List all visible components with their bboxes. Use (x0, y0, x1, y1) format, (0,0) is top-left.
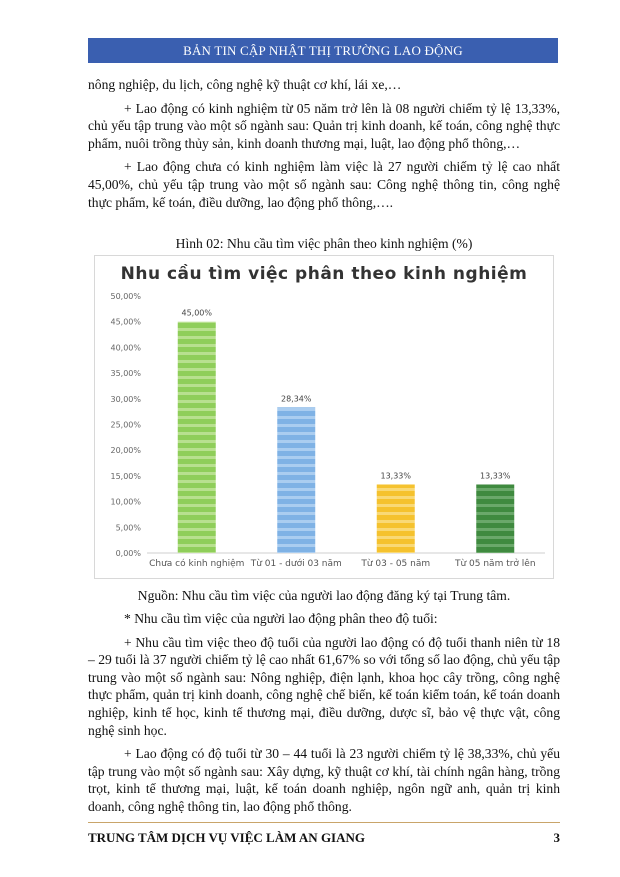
category-label: Từ 03 - 05 năm (361, 559, 431, 569)
data-label: 45,00% (181, 308, 213, 318)
y-tick-label: 10,00% (110, 497, 141, 507)
bar (277, 407, 315, 553)
chart (94, 255, 554, 579)
y-tick-label: 45,00% (110, 317, 141, 327)
y-tick-label: 15,00% (110, 471, 141, 481)
paragraphs-bottom (88, 610, 560, 816)
paragraphs-top (88, 76, 560, 211)
paragraph: + Lao động có kinh nghiệm từ 05 năm trở lên là 08 người chiếm tỷ lệ 13,33%, chủ yếu tập trung vào một số ngành sau: Quản trị kinh doanh, kế toán, công nghệ thực phẩm, nuôi trồng thủy sản, kinh doanh thương mại, luật, lao động phổ thông,… (88, 100, 560, 151)
bar (476, 484, 514, 553)
bar (377, 484, 415, 553)
category-label: Từ 01 - dưới 03 năm (250, 559, 342, 569)
category-label: Từ 05 năm trở lên (454, 559, 536, 569)
section-heading: * Nhu cầu tìm việc của người lao động phân theo độ tuổi: (124, 611, 438, 626)
chart-title: Nhu cầu tìm việc phân theo kinh nghiệm (120, 264, 528, 284)
paragraph: nông nghiệp, du lịch, công nghệ kỹ thuật cơ khí, lái xe,… (88, 77, 402, 92)
footer-org: TRUNG TÂM DỊCH VỤ VIỆC LÀM AN GIANG (88, 830, 365, 845)
header-title: BẢN TIN CẬP NHẬT THỊ TRƯỜNG LAO ĐỘNG (88, 38, 558, 63)
data-label: 13,33% (380, 471, 412, 481)
y-tick-label: 5,00% (115, 523, 141, 533)
category-label: Chưa có kinh nghiệm (149, 559, 245, 569)
paragraph: + Lao động chưa có kinh nghiệm làm việc là 27 người chiếm tỷ lệ cao nhất 45,00%, chủ yếu tập trung vào một số ngành sau: Công nghệ thông tin, công nghệ thực phẩm, kế toán, điều dưỡng, lao động phổ thông,…. (88, 159, 560, 210)
figure-caption: Hình 02: Nhu cầu tìm việc phân theo kinh nghiệm (%) (175, 236, 473, 251)
y-tick-label: 25,00% (110, 420, 141, 430)
chart-svg (95, 256, 553, 578)
y-tick-label: 20,00% (110, 446, 141, 456)
source-note: Nguồn: Nhu cầu tìm việc của người lao động đăng ký tại Trung tâm. (137, 588, 511, 603)
bar (178, 322, 216, 553)
page-number: 3 (553, 830, 560, 845)
paragraph: + Lao động có độ tuổi từ 30 – 44 tuổi là 23 người chiếm tỷ lệ 38,33%, chủ yếu tập trung vào một số ngành sau: Xây dựng, kỹ thuật cơ khí, tài chính ngân hàng, trồng trọt, kinh tế thương mại, luật, kế toán doanh nghiệp, ngôn ngữ anh, quản trị kinh doanh, công nghệ thông tin, lao động phổ thông. (88, 746, 560, 814)
footer (88, 830, 560, 846)
y-tick-label: 50,00% (110, 292, 141, 301)
y-tick-label: 30,00% (110, 394, 141, 404)
y-tick-label: 40,00% (110, 343, 141, 353)
paragraph: + Nhu cầu tìm việc theo độ tuổi của người lao động có độ tuổi thanh niên từ 18 – 29 tuổi là 37 người chiếm tỷ lệ cao nhất 61,67% so với tổng số lao động, chủ yếu tập trung vào một số ngành sau: Nông nghiệp, điện lạnh, khoa học cây trồng, công nghệ thực phẩm, quản trị kinh doanh, công nghệ chế biến, kế toán kiểm toán, kế toán doanh nghiệp, kinh tế học, kinh tế thương mại, điều dưỡng, dược sĩ, bảo vệ thực vật, công nghệ sinh học. (88, 634, 560, 738)
data-label: 13,33% (479, 471, 511, 481)
data-label: 28,34% (280, 394, 312, 404)
footer-divider (88, 822, 560, 823)
y-tick-label: 0,00% (115, 549, 141, 558)
y-tick-label: 35,00% (110, 369, 141, 379)
